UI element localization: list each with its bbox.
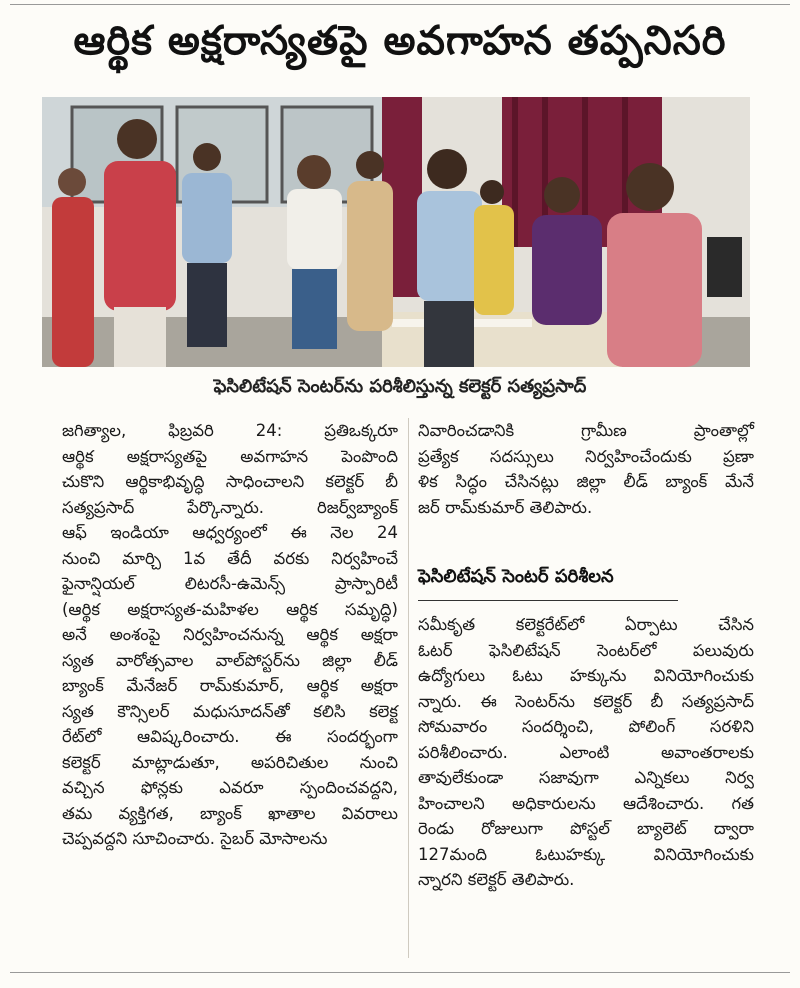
article-line: (ఆర్థిక అక్షరాస్యత-మహిళల ఆర్థిక సమృద్ధి) — [62, 599, 398, 619]
article-subheading: ఫెసిలిటేషన్ సెంటర్ పరిశీలన — [418, 566, 614, 587]
article-line: స్యత కౌన్సిలర్ మధుసూదన్‌తో కలిసి కలెక్ట — [62, 701, 398, 721]
article-line: చెప్పవద్దని సూచించారు. సైబర్ మోసాలను — [62, 829, 328, 848]
article-line: ప్రత్యేక సదస్సులు నిర్వహించేందుకు ప్రణా — [418, 446, 754, 466]
headline: ఆర్థిక అక్షరాస్యతపై అవగాహన తప్పనిసరి — [73, 18, 727, 64]
article-line: హించాలని అధికారులను ఆదేశించారు. గత — [418, 793, 754, 813]
subheading-rule — [418, 600, 678, 601]
article-right-column-top — [418, 418, 754, 520]
article-line: కలెక్టర్ మాట్లాడుతూ, అపరిచితుల నుంచి — [62, 752, 398, 772]
article-line: అనే అంశంపై నిర్వహించనున్న ఆర్థిక అక్షరా — [62, 625, 398, 644]
article-right-column-bottom — [418, 612, 754, 893]
article-line: రెండు రోజులుగా పోస్టల్ బ్యాలెట్ ద్వారా — [418, 819, 754, 838]
article-line: సత్యప్రసాద్ పేర్కొన్నారు. రిజర్వ్‌బ్యాంక్ — [62, 497, 398, 517]
article-line: తావులేకుండా సజావుగా ఎన్నికలు నిర్వ — [418, 768, 754, 787]
article-line: ఓటర్ ఫెసిలిటేషన్ సెంటర్‌లో పలువురు — [418, 640, 754, 660]
article-left-column — [62, 418, 398, 852]
news-photo — [42, 97, 750, 367]
column-divider — [408, 418, 409, 958]
article-line: జగిత్యాల, ఫిబ్రవరి 24: ప్రతిఒక్కరూ — [62, 421, 398, 440]
article-line: ఫైనాన్షియల్ లిటరసీ-ఉమెన్స్ ప్రాస్పారిటీ — [62, 574, 398, 593]
article-line: ఉద్యోగులు ఓటు హక్కును వినియోగించుకు — [418, 666, 754, 685]
article-line: ఆఫ్ ఇండియా ఆధ్వర్యంలో ఈ నెల 24 — [62, 523, 398, 542]
article-line: సమీకృత కలెక్టరేట్‌లో ఏర్పాటు చేసిన — [418, 615, 754, 634]
article-line: పరిశీలించారు. ఎలాంటి అవాంతరాలకు — [418, 742, 754, 762]
article-line: తమ వ్యక్తిగత, బ్యాంక్ ఖాతాల వివరాలు — [62, 803, 398, 823]
article-line: బ్యాంక్ మేనేజర్ రామ్‌కుమార్, ఆర్థిక అక్షరా — [62, 676, 398, 695]
article-line: న్నారని కలెక్టర్ తెలిపారు. — [418, 870, 575, 889]
article-line: నుంచి మార్చి 1వ తేదీ వరకు నిర్వహించే — [62, 548, 398, 568]
article-line: 127మంది ఓటుహక్కు వినియోగించుకు — [418, 844, 754, 864]
photo-caption: ఫెసిలిటేషన్ సెంటర్‌ను పరిశీలిస్తున్న కలెక్టర్ సత్యప్రసాద్ — [213, 376, 587, 397]
article-line: వచ్చిన ఫోన్లకు ఎవరూ స్పందించవద్దని, — [62, 778, 398, 797]
bottom-rule — [10, 972, 790, 973]
article-line: జర్ రామ్‌కుమార్ తెలిపారు. — [418, 497, 593, 517]
article-line: రేట్‌లో ఆవిష్కరించారు. ఈ సందర్భంగా — [62, 727, 398, 746]
top-rule — [10, 4, 790, 5]
article-line: ళిక సిద్ధం చేసినట్లు జిల్లా లీడ్ బ్యాంక్ మేనే — [418, 472, 754, 491]
article-line: నివారించడానికి గ్రామీణ ప్రాంతాల్లో — [418, 421, 754, 440]
article-line: స్యత వారోత్సవాల వాల్‌పోస్టర్‌ను జిల్లా లీడ్ — [62, 650, 398, 670]
article-line: సోమవారం సందర్శించి, పోలింగ్ సరళిని — [418, 717, 754, 736]
article-line: చుకొని ఆర్థికాభివృద్ధి సాధించాలని కలెక్టర్ బీ — [62, 472, 398, 491]
article-line: న్నారు. ఈ సెంటర్‌ను కలెక్టర్ బీ సత్యప్రసాద్ — [418, 691, 754, 711]
article-line: ఆర్థిక అక్షరాస్యతపై అవగాహన పెంపొంది — [62, 446, 398, 466]
